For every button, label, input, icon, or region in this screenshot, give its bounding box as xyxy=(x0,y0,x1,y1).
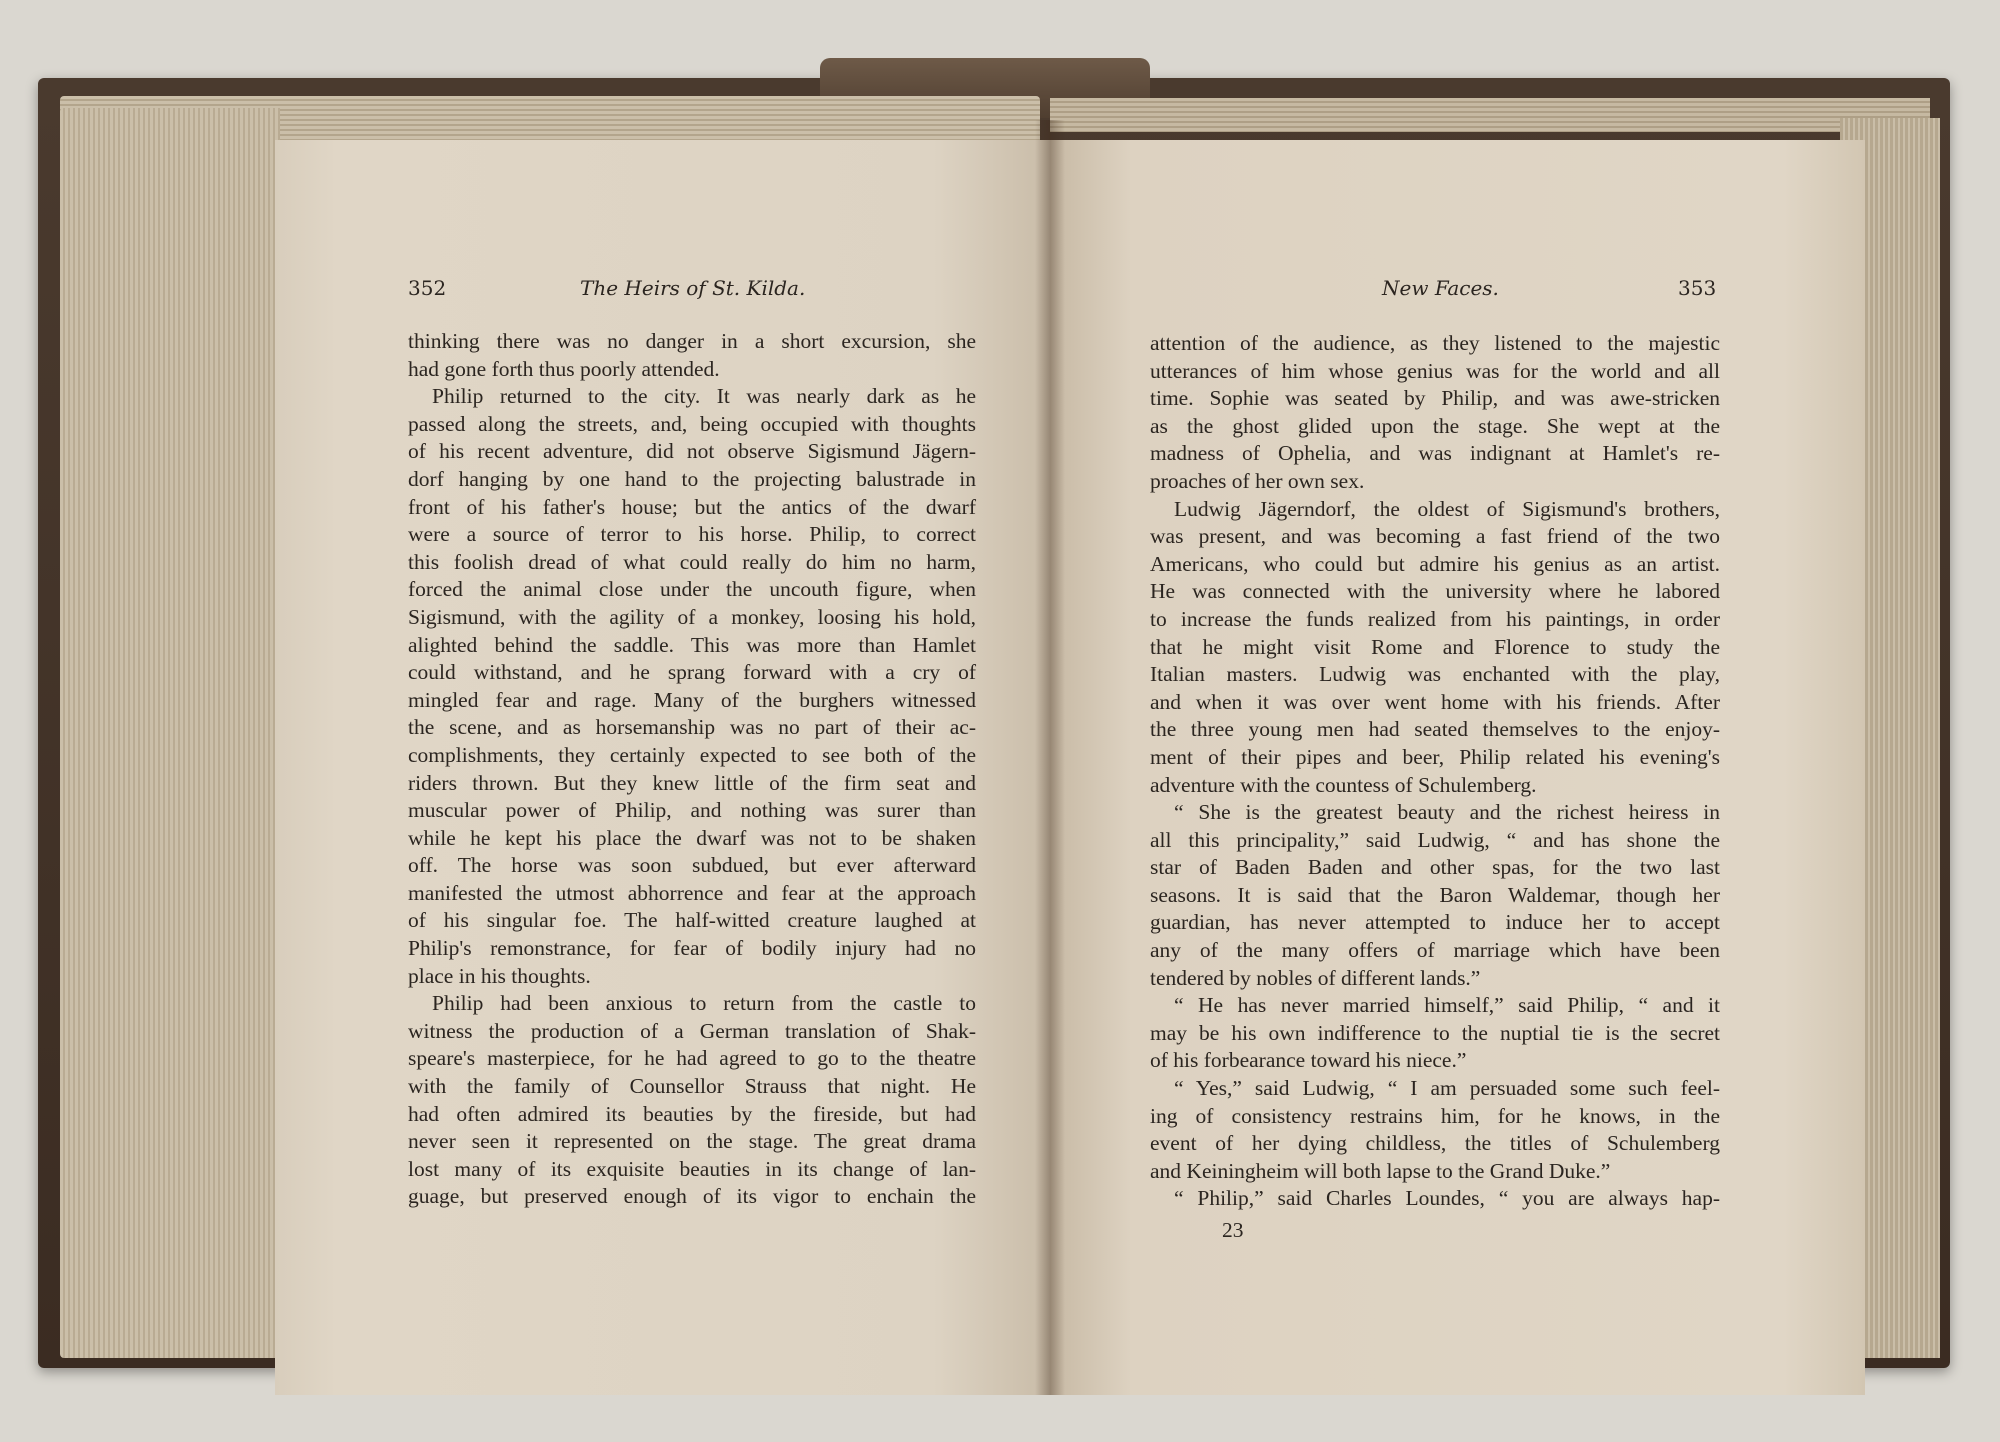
text-line: the three young men had seated themselves to the enjoy- xyxy=(1150,717,1720,742)
text-line: guardian, has never attempted to induce her to accept xyxy=(1150,910,1720,935)
right-page-number: 353 xyxy=(1678,276,1717,300)
text-line: and Keiningheim will both lapse to the Grand Duke.” xyxy=(1150,1158,1611,1183)
text-line: may be his own indifference to the nuptial tie is the secret xyxy=(1150,1020,1720,1045)
text-line: this foolish dread of what could really do him no harm, xyxy=(408,549,976,574)
text-line: speare's masterpiece, for he had agreed to go to the theatre xyxy=(408,1046,976,1071)
text-line: Americans, who could but admire his genius as an artist. xyxy=(1150,551,1720,576)
text-line: “ Philip,” said Charles Loundes, “ you are always hap- xyxy=(1174,1186,1720,1211)
text-line: lost many of its exquisite beauties in its change of lan- xyxy=(408,1156,976,1181)
text-line: adventure with the countess of Schulemberg. xyxy=(1150,772,1537,797)
text-line: of his singular foe. The half-witted creature laughed at xyxy=(408,908,976,933)
text-line: ment of their pipes and beer, Philip related his evening's xyxy=(1150,744,1720,769)
text-line: star of Baden Baden and other spas, for the two last xyxy=(1150,855,1720,880)
text-line: Philip's remonstrance, for fear of bodily injury had no xyxy=(408,936,976,961)
text-line: muscular power of Philip, and nothing was surer than xyxy=(408,798,976,823)
text-line: to increase the funds realized from his paintings, in order xyxy=(1150,606,1720,631)
text-line: Philip returned to the city. It was nearly dark as he xyxy=(432,384,976,409)
text-line: complishments, they certainly expected to see both of the xyxy=(408,742,976,767)
text-line: “ He has never married himself,” said Philip, “ and it xyxy=(1174,993,1720,1018)
text-line: the scene, and as horsemanship was no part of their ac- xyxy=(408,715,976,740)
text-line: event of her dying childless, the titles of Schulemberg xyxy=(1150,1131,1720,1156)
text-line: Italian masters. Ludwig was enchanted with the play, xyxy=(1150,662,1720,687)
text-line: were a source of terror to his horse. Philip, to correct xyxy=(408,522,976,547)
text-line: ing of consistency restrains him, for he knows, in the xyxy=(1150,1103,1720,1128)
text-line: “ She is the greatest beauty and the richest heiress in xyxy=(1174,800,1720,825)
right-running-head xyxy=(1150,276,1720,306)
text-line: that he might visit Rome and Florence to study the xyxy=(1150,634,1720,659)
text-line: off. The horse was soon subdued, but ever afterward xyxy=(408,853,976,878)
text-line: He was connected with the university where he labored xyxy=(1150,579,1720,604)
text-line: of his forbearance toward his niece.” xyxy=(1150,1048,1467,1073)
text-line: attention of the audience, as they listened to the majestic xyxy=(1150,331,1720,355)
page-edges-left xyxy=(60,108,280,1358)
right-page-text xyxy=(1150,330,1720,1213)
text-line: of his recent adventure, did not observe Sigismund Jägern- xyxy=(408,439,976,464)
text-line: “ Yes,” said Ludwig, “ I am persuaded some such feel- xyxy=(1174,1076,1720,1101)
text-line: proaches of her own sex. xyxy=(1150,468,1365,493)
text-line: while he kept his place the dwarf was not to be shaken xyxy=(408,825,976,850)
text-line: Philip had been anxious to return from the castle to xyxy=(432,991,976,1016)
text-line: guage, but preserved enough of its vigor to enchain the xyxy=(408,1184,976,1209)
text-line: place in his thoughts. xyxy=(408,963,591,988)
text-line: had often admired its beauties by the fireside, but had xyxy=(408,1101,976,1126)
left-page-text xyxy=(408,328,976,1211)
left-page-number: 352 xyxy=(408,276,447,300)
text-line: as the ghost glided upon the stage. She wept at the xyxy=(1150,413,1720,438)
text-line: time. Sophie was seated by Philip, and was awe-stricken xyxy=(1150,386,1720,411)
text-line: had gone forth thus poorly attended. xyxy=(408,356,720,381)
text-line: riders thrown. But they knew little of the firm seat and xyxy=(408,770,976,795)
text-line: passed along the streets, and, being occupied with thoughts xyxy=(408,411,976,436)
text-line: Sigismund, with the agility of a monkey, loosing his hold, xyxy=(408,604,976,629)
text-line: Ludwig Jägerndorf, the oldest of Sigismund's brothers, xyxy=(1174,496,1720,521)
text-line: and when it was over went home with his friends. After xyxy=(1150,689,1720,714)
text-line: alighted behind the saddle. This was more than Hamlet xyxy=(408,632,976,657)
text-line: thinking there was no danger in a short excursion, she xyxy=(408,329,976,353)
left-running-head xyxy=(408,276,1018,306)
book-gutter xyxy=(1035,120,1065,1395)
text-line: was present, and was becoming a fast friend of the two xyxy=(1150,524,1720,549)
text-line: tendered by nobles of different lands.” xyxy=(1150,965,1481,990)
text-line: forced the animal close under the uncouth figure, when xyxy=(408,577,976,602)
text-line: never seen it represented on the stage. The great drama xyxy=(408,1129,976,1154)
text-line: madness of Ophelia, and was indignant at Hamlet's re- xyxy=(1150,441,1720,466)
text-line: seasons. It is said that the Baron Waldemar, though her xyxy=(1150,882,1720,907)
text-line: mingled fear and rage. Many of the burghers witnessed xyxy=(408,687,976,712)
page-edges-top-right xyxy=(1050,98,1930,132)
left-running-title: The Heirs of St. Kilda. xyxy=(580,276,806,300)
right-running-title: New Faces. xyxy=(1382,276,1499,300)
text-line: witness the production of a German translation of Shak- xyxy=(408,1018,976,1043)
text-line: all this principality,” said Ludwig, “ and has shone the xyxy=(1150,827,1720,852)
signature-mark: 23 xyxy=(1222,1218,1244,1242)
text-line: any of the many offers of marriage which have been xyxy=(1150,938,1720,963)
text-line: front of his father's house; but the antics of the dwarf xyxy=(408,494,976,519)
text-line: dorf hanging by one hand to the projecting balustrade in xyxy=(408,466,976,491)
text-line: manifested the utmost abhorrence and fear at the approach xyxy=(408,880,976,905)
text-line: utterances of him whose genius was for the world and all xyxy=(1150,358,1720,383)
text-line: with the family of Counsellor Strauss that night. He xyxy=(408,1074,976,1099)
text-line: could withstand, and he sprang forward with a cry of xyxy=(408,660,976,685)
